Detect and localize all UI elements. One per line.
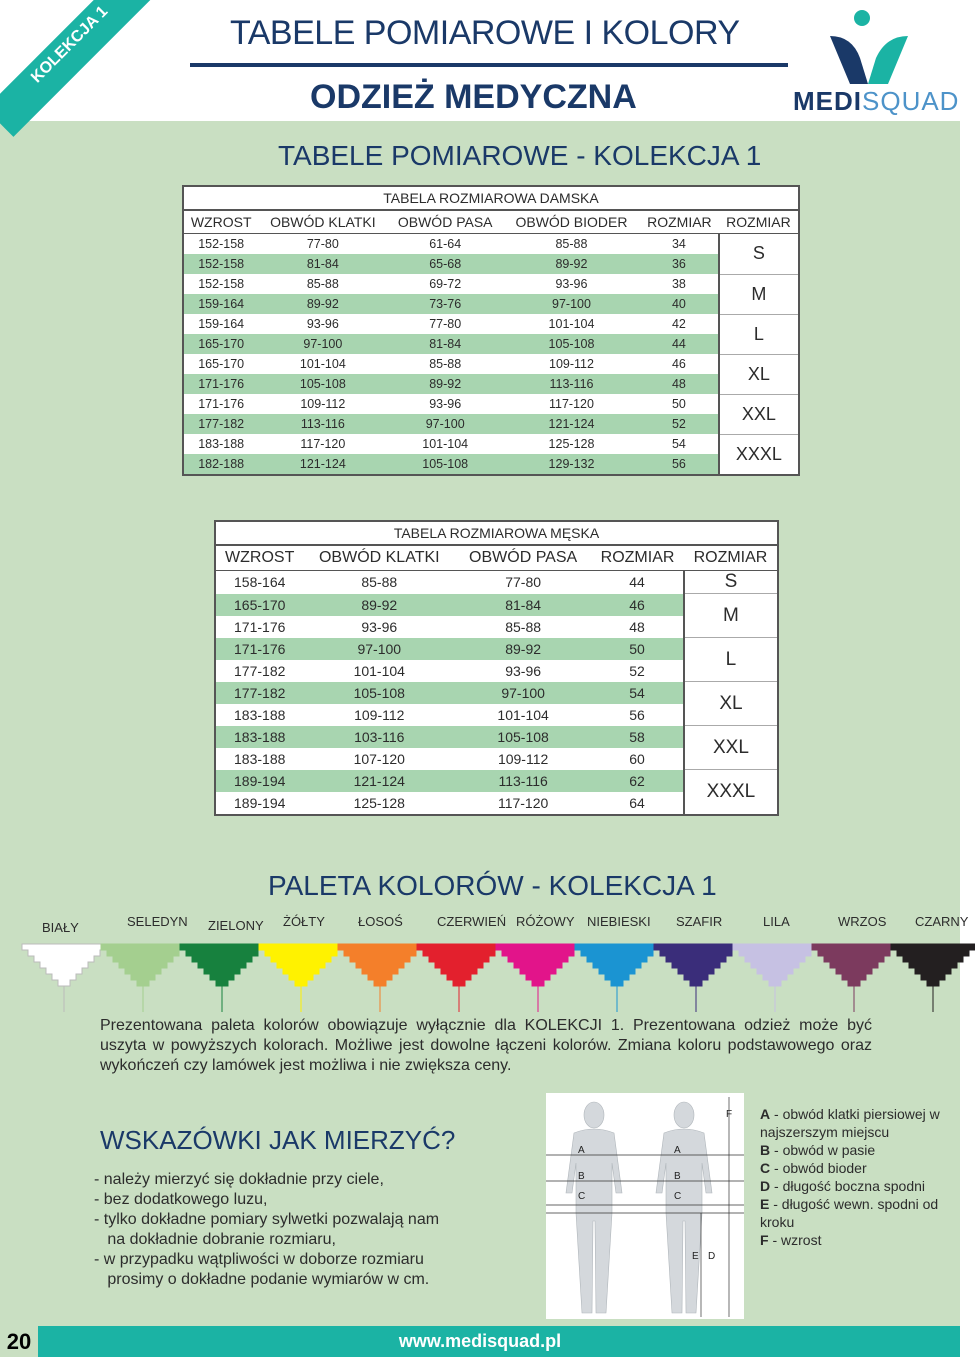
women-size-table — [182, 185, 800, 476]
website-link[interactable]: www.medisquad.pl — [398, 1331, 562, 1351]
table-cell: 73-76 — [387, 294, 503, 314]
table-cell: 177-182 — [234, 662, 286, 679]
table-row — [183, 254, 799, 274]
table-row — [183, 274, 799, 294]
table-cell: 121-124 — [303, 770, 455, 792]
tip-item: - bez dodatkowego luzu, — [94, 1191, 268, 1208]
table-row — [215, 571, 778, 594]
table-cell: 103-116 — [303, 726, 455, 748]
table-cell: 40 — [640, 294, 719, 314]
table-cell: 182-188 — [183, 454, 258, 475]
table-cell: 93-96 — [505, 662, 542, 679]
table-cell: 48 — [629, 618, 645, 635]
section-title-measuring: WSKAZÓWKI JAK MIERZYĆ? — [100, 1125, 456, 1155]
table-cell: 165-170 — [215, 594, 303, 616]
table-cell: 52 — [640, 414, 719, 434]
table-cell: 85-88 — [429, 357, 462, 371]
table-cell: 60 — [629, 750, 645, 767]
size-label: S — [684, 571, 778, 594]
label-a: A — [674, 1145, 681, 1156]
table-row — [183, 414, 799, 434]
table-row — [215, 682, 778, 704]
color-swatch — [338, 944, 422, 1012]
table-row — [215, 770, 778, 792]
size-label: S — [719, 234, 799, 275]
table-cell: 125-128 — [353, 794, 405, 811]
size-label: XL — [719, 354, 799, 394]
table-cell: 77-80 — [505, 574, 542, 591]
table-cell: 81-84 — [258, 254, 387, 274]
table-cell: 109-112 — [497, 750, 549, 767]
table-cell: 56 — [629, 706, 645, 723]
table-cell: 101-104 — [353, 662, 405, 679]
table-cell: 117-120 — [549, 397, 594, 411]
table-row — [183, 234, 799, 255]
legend-item: D - długość boczna spodni — [760, 1178, 925, 1194]
table-cell: 125-128 — [548, 437, 595, 451]
table-cell: 105-108 — [258, 374, 387, 394]
table-cell: 93-96 — [306, 317, 339, 331]
table-cell: 183-188 — [234, 750, 286, 767]
table-cell: 171-176 — [183, 374, 258, 394]
swatch-label: WRZOS — [838, 914, 887, 929]
logo-text: MEDISQUAD — [793, 86, 960, 116]
table-cell: 50 — [591, 638, 684, 660]
table-cell: 171-176 — [215, 638, 303, 660]
men-header-1: OBWÓD KLATKI — [303, 545, 455, 571]
table-cell: 113-116 — [455, 770, 591, 792]
label-c: C — [578, 1191, 586, 1202]
table-cell: 50 — [671, 397, 686, 411]
color-swatch — [101, 944, 185, 1012]
table-row — [183, 294, 799, 314]
table-cell: 121-124 — [258, 454, 387, 475]
table-cell: 81-84 — [387, 334, 503, 354]
table-cell: 89-92 — [303, 594, 455, 616]
page-number: 20 — [0, 1326, 38, 1357]
table-row — [183, 454, 799, 475]
table-cell: 183-188 — [198, 437, 245, 451]
men-table-caption: TABELA ROZMIAROWA MĘSKA — [214, 520, 779, 544]
color-swatch — [259, 944, 343, 1012]
swatch-label: RÓŻOWY — [516, 914, 575, 929]
tip-item: na dokładnie dobranie rozmiaru, — [94, 1231, 336, 1248]
table-cell: 52 — [629, 662, 645, 679]
label-b: B — [578, 1171, 585, 1182]
size-label: XXXL — [719, 434, 799, 475]
section-title-palette: PALETA KOLORÓW - KOLEKCJA 1 — [268, 870, 717, 901]
label-b: B — [674, 1171, 681, 1182]
page-title: TABELE POMIAROWE I KOLORY — [230, 14, 740, 52]
measurement-legend — [760, 1105, 950, 1249]
legend-item: E - długość wewn. spodni od kroku — [760, 1196, 939, 1230]
table-row — [183, 314, 799, 334]
table-cell: 105-108 — [387, 454, 503, 475]
table-row — [183, 334, 799, 354]
table-cell: 36 — [640, 254, 719, 274]
table-cell: 54 — [591, 682, 684, 704]
size-label: L — [684, 638, 778, 682]
table-row — [183, 434, 799, 454]
table-row — [215, 594, 778, 616]
table-cell: 152-158 — [198, 237, 245, 251]
table-cell: 129-132 — [503, 454, 640, 475]
table-cell: 93-96 — [429, 397, 462, 411]
women-header-3: OBWÓD BIODER — [503, 210, 640, 234]
mannequin-measurement-figure — [546, 1093, 744, 1319]
table-cell: 105-108 — [303, 682, 455, 704]
table-cell: 77-80 — [429, 317, 462, 331]
page-subtitle: ODZIEŻ MEDYCZNA — [310, 78, 637, 116]
table-cell: 44 — [640, 334, 719, 354]
table-cell: 34 — [671, 237, 686, 251]
legend-item: A - obwód klatki piersiowej w najszerszym miejscu — [760, 1106, 940, 1140]
table-row — [183, 354, 799, 374]
table-cell: 158-164 — [234, 574, 286, 591]
table-cell: 183-188 — [215, 726, 303, 748]
color-swatch — [575, 944, 659, 1012]
swatch-label: CZARNY — [915, 914, 969, 929]
women-table-caption: TABELA ROZMIAROWA DAMSKA — [182, 185, 800, 209]
collection-label: KOLEKCJA 1 — [28, 3, 112, 87]
table-cell: 89-92 — [455, 638, 591, 660]
size-label: XL — [684, 682, 778, 726]
table-cell: 81-84 — [455, 594, 591, 616]
color-swatch — [417, 944, 501, 1012]
women-header-0: WZROST — [183, 210, 258, 234]
table-cell: 113-116 — [258, 414, 387, 434]
section-title-tables: TABELE POMIAROWE - KOLEKCJA 1 — [278, 140, 762, 171]
color-swatch — [496, 944, 580, 1012]
size-label: M — [719, 274, 799, 314]
swatch-label: ZIELONY — [208, 918, 264, 933]
swatch-label: LILA — [763, 914, 790, 929]
table-row — [215, 726, 778, 748]
label-d: D — [708, 1251, 716, 1262]
table-cell: 89-92 — [387, 374, 503, 394]
color-swatch — [733, 944, 817, 1012]
swatch-label: ŻÓŁTY — [283, 914, 325, 929]
table-cell: 159-164 — [198, 317, 245, 331]
women-header-5: ROZMIAR — [719, 210, 799, 234]
table-cell: 101-104 — [299, 357, 346, 371]
table-cell: 85-88 — [361, 574, 398, 591]
table-cell: 58 — [591, 726, 684, 748]
table-cell: 101-104 — [422, 437, 469, 451]
size-label: XXXL — [684, 770, 778, 815]
table-cell: 85-88 — [505, 618, 542, 635]
label-f: F — [726, 1109, 733, 1120]
table-cell: 121-124 — [503, 414, 640, 434]
table-cell: 89-92 — [503, 254, 640, 274]
color-swatch — [654, 944, 738, 1012]
table-cell: 85-88 — [306, 277, 339, 291]
table-cell: 97-100 — [258, 334, 387, 354]
table-cell: 101-104 — [548, 317, 595, 331]
table-cell: 97-100 — [303, 638, 455, 660]
women-header-2: OBWÓD PASA — [387, 210, 503, 234]
measuring-tips-list — [94, 1170, 439, 1290]
table-cell: 101-104 — [497, 706, 549, 723]
table-cell: 85-88 — [555, 237, 588, 251]
men-size-table — [214, 520, 779, 816]
table-cell: 152-158 — [183, 254, 258, 274]
size-label: XXL — [719, 394, 799, 434]
swatch-label: SZAFIR — [676, 914, 723, 929]
table-cell: 105-108 — [503, 334, 640, 354]
table-cell: 159-164 — [183, 294, 258, 314]
collection-corner-badge — [0, 0, 120, 120]
table-cell: 44 — [629, 574, 645, 591]
table-row — [183, 394, 799, 414]
legend-item: C - obwód bioder — [760, 1160, 867, 1176]
title-divider — [190, 63, 788, 67]
table-cell: 93-96 — [555, 277, 588, 291]
table-cell: 183-188 — [234, 706, 286, 723]
table-cell: 48 — [640, 374, 719, 394]
table-cell: 117-120 — [300, 437, 346, 451]
swatch-label: NIEBIESKI — [587, 914, 651, 929]
table-cell: 171-176 — [234, 618, 286, 635]
label-e: E — [692, 1251, 699, 1262]
table-cell: 109-112 — [549, 357, 594, 371]
table-cell: 97-100 — [455, 682, 591, 704]
table-cell: 97-100 — [387, 414, 503, 434]
palette-note: Prezentowana paleta kolorów obowiązuje wyłącznie dla KOLEKCJI 1. Prezentowana odzież może być uszyta w powyższych kolorach. Możliwe jest dowolne łączeni kolorów. Zmiana koloru podstawowego oraz wykończeń czy lamówek jest możliwa i nie zwiększa ceny. — [100, 1017, 872, 1074]
color-swatch — [180, 944, 264, 1012]
table-cell: 69-72 — [429, 277, 462, 291]
table-cell: 107-120 — [353, 750, 405, 767]
table-cell: 171-176 — [198, 397, 245, 411]
table-cell: 77-80 — [306, 237, 339, 251]
color-swatch — [812, 944, 896, 1012]
table-cell: 46 — [671, 357, 686, 371]
tip-item: prosimy o dokładne podanie wymiarów w cm. — [94, 1271, 430, 1288]
legend-item: B - obwód w pasie — [760, 1142, 876, 1158]
swatch-label: CZERWIEŃ — [437, 914, 507, 929]
table-cell: 38 — [671, 277, 686, 291]
table-cell: 61-64 — [429, 237, 462, 251]
women-header-4: ROZMIAR — [640, 210, 719, 234]
men-header-4: ROZMIAR — [684, 545, 778, 571]
label-c: C — [674, 1191, 682, 1202]
table-cell: 42 — [671, 317, 686, 331]
table-cell: 65-68 — [387, 254, 503, 274]
table-cell: 93-96 — [361, 618, 398, 635]
table-cell: 189-194 — [215, 770, 303, 792]
table-cell: 105-108 — [455, 726, 591, 748]
table-cell: 152-158 — [198, 277, 245, 291]
table-cell: 54 — [671, 437, 686, 451]
size-label: L — [719, 314, 799, 354]
table-cell: 97-100 — [503, 294, 640, 314]
tip-item: - w przypadku wątpliwości w doborze rozmiaru — [94, 1251, 424, 1268]
tip-item: - tylko dokładne pomiary sylwetki pozwalają nam — [94, 1211, 440, 1228]
table-cell: 89-92 — [258, 294, 387, 314]
table-cell: 165-170 — [198, 357, 245, 371]
color-palette — [28, 912, 969, 1017]
table-cell: 165-170 — [183, 334, 258, 354]
women-header-1: OBWÓD KLATKI — [258, 210, 387, 234]
table-cell: 64 — [629, 794, 645, 811]
table-row — [183, 374, 799, 394]
table-cell: 56 — [640, 454, 719, 475]
table-cell: 109-112 — [354, 706, 405, 723]
table-cell: 46 — [591, 594, 684, 616]
size-label: XXL — [684, 726, 778, 770]
table-cell: 62 — [591, 770, 684, 792]
table-cell: 113-116 — [503, 374, 640, 394]
color-swatch — [891, 944, 975, 1012]
label-a: A — [578, 1145, 585, 1156]
table-cell: 177-182 — [215, 682, 303, 704]
size-label: M — [684, 594, 778, 638]
legend-item: F - wzrost — [760, 1232, 822, 1248]
table-cell: 109-112 — [300, 397, 346, 411]
color-swatch — [22, 944, 106, 1012]
swatch-label: BIAŁY — [42, 920, 79, 935]
table-cell: 117-120 — [497, 794, 549, 811]
men-header-3: ROZMIAR — [591, 545, 684, 571]
swatch-label: ŁOSOŚ — [358, 914, 403, 929]
table-cell: 177-182 — [183, 414, 258, 434]
table-row — [215, 638, 778, 660]
men-header-0: WZROST — [215, 545, 303, 571]
swatch-label: SELEDYN — [127, 914, 188, 929]
tip-item: - należy mierzyć się dokładnie przy ciele, — [94, 1171, 384, 1188]
men-header-2: OBWÓD PASA — [455, 545, 591, 571]
table-cell: 189-194 — [234, 794, 286, 811]
